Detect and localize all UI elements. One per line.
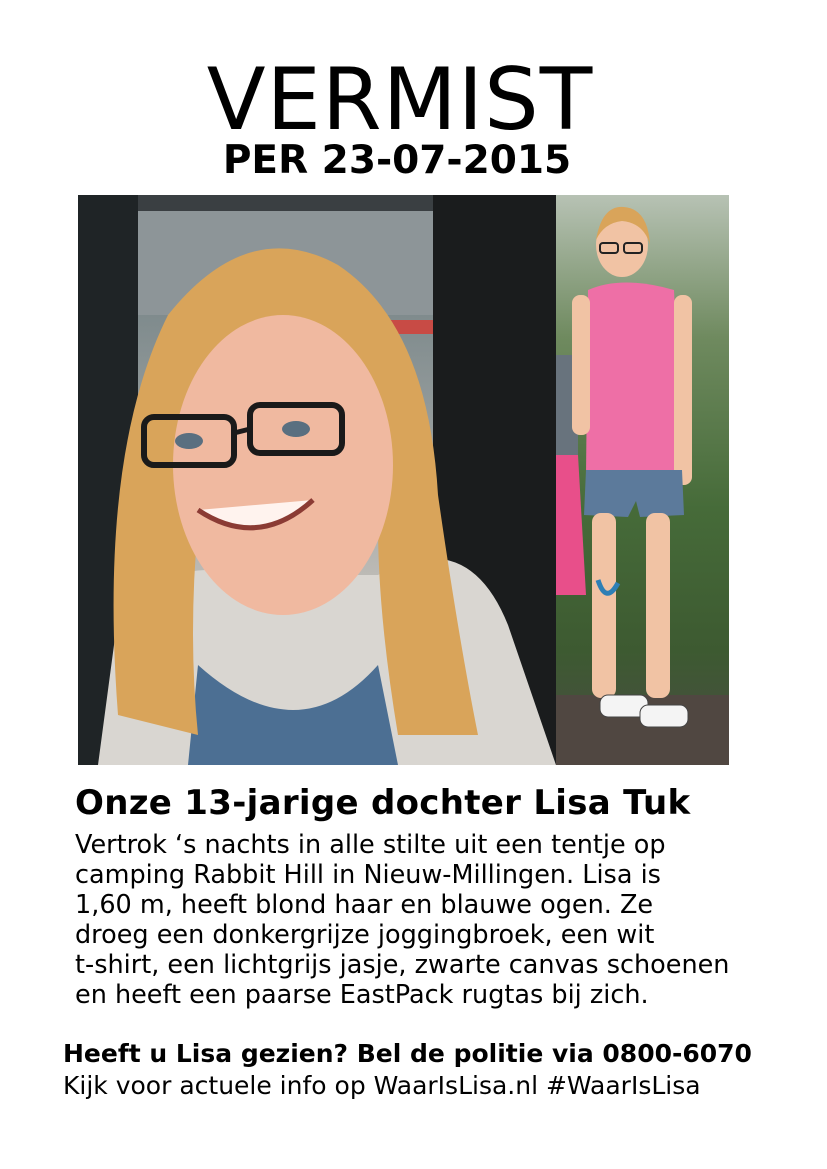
police-contact-line: Heeft u Lisa gezien? Bel de politie via 0800-6070 [63,1039,752,1068]
description-line: camping Rabbit Hill in Nieuw-Millingen. Lisa is [75,860,661,890]
website-info-line: Kijk voor actuele info op WaarIsLisa.nl #WaarIsLisa [63,1071,701,1100]
missing-person-heading: Onze 13-jarige dochter Lisa Tuk [75,783,691,823]
description-line: en heeft een paarse EastPack rugtas bij zich. [75,980,649,1010]
poster-title: VERMIST [206,50,594,150]
description-line: droeg een donkergrijze joggingbroek, een wit [75,920,655,950]
description-line: t-shirt, een lichtgrijs jasje, zwarte canvas schoenen [75,950,730,980]
description-text [75,830,815,1010]
description-line: 1,60 m, heeft blond haar en blauwe ogen. Ze [75,890,654,920]
full-body-photo [556,195,729,765]
portrait-illustration [78,195,556,765]
full-body-illustration [556,195,729,765]
missing-since-date: PER 23-07-2015 [222,138,572,183]
description-line: Vertrok ‘s nachts in alle stilte uit een tentje op [75,830,666,860]
portrait-photo [78,195,556,765]
